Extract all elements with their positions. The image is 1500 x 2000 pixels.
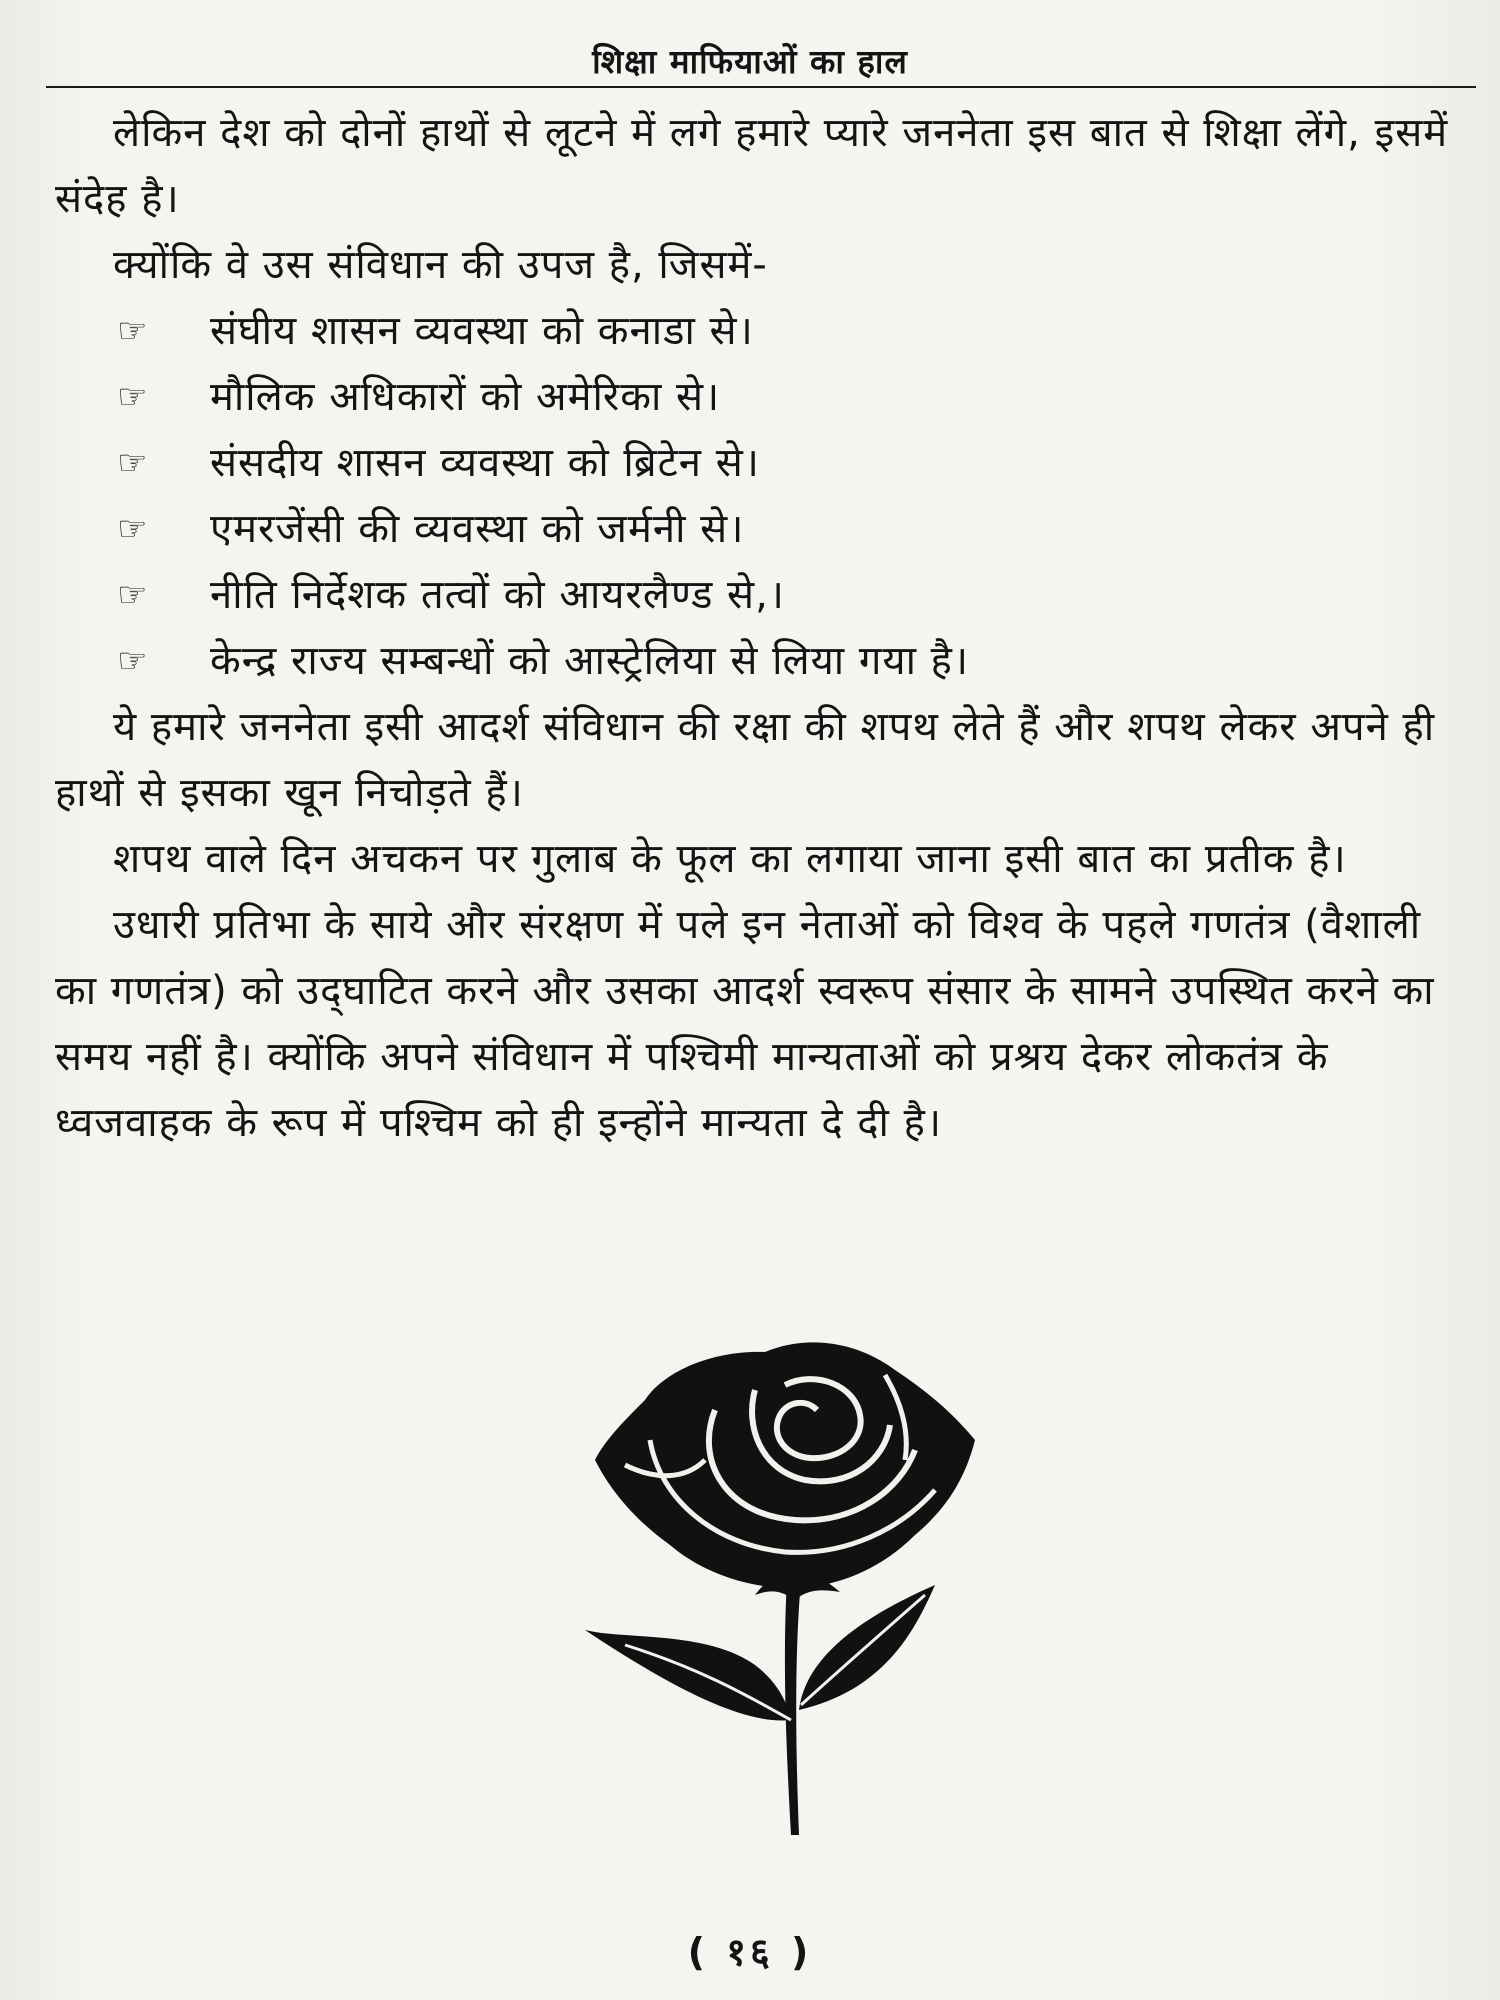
- paragraph-3: ये हमारे जननेता इसी आदर्श संविधान की रक्षा की शपथ लेते हैं और शपथ लेकर अपने ही हाथों से इसका खून निचोड़ते हैं।: [55, 704, 1436, 816]
- list-item-text: संघीय शासन व्यवस्था को कनाडा से।: [210, 308, 754, 354]
- list-item-text: नीति निर्देशक तत्वों को आयरलैण्ड से,।: [210, 572, 785, 618]
- list-item: [55, 628, 1475, 694]
- page-number: ( १६ ): [687, 1930, 813, 1974]
- bullet-list: [55, 298, 1475, 694]
- list-item: [55, 364, 1475, 430]
- pointing-hand-icon: ☞: [117, 575, 149, 615]
- list-item-text: संसदीय शासन व्यवस्था को ब्रिटेन से।: [210, 440, 760, 486]
- rose-icon: [555, 1330, 1005, 1840]
- header-rule: [46, 86, 1476, 88]
- paragraph-5: उधारी प्रतिभा के साये और संरक्षण में पले इन नेताओं को विश्व के पहले गणतंत्र (वैशाली का गणतंत्र) को उद्‌घाटित करने और उसका आदर्श स्वरूप संसार के सामने उपस्थित करने का समय नहीं है। क्योंकि अपने संविधान में पश्चिमी मान्यताओं को प्रश्रय देकर लोकतंत्र के ध्वजवाहक के रूप में पश्चिम को ही इन्होंने मान्यता दे दी है।: [55, 902, 1435, 1146]
- paragraph-4: शपथ वाले दिन अचकन पर गुलाब के फूल का लगाया जाना इसी बात का प्रतीक है।: [113, 836, 1347, 882]
- page-body: [55, 100, 1475, 1156]
- pointing-hand-icon: ☞: [117, 641, 149, 681]
- pointing-hand-icon: ☞: [117, 443, 149, 483]
- list-item-text: केन्द्र राज्य सम्बन्धों को आस्ट्रेलिया से लिया गया है।: [210, 638, 970, 684]
- pointing-hand-icon: ☞: [117, 311, 149, 351]
- list-item: [55, 496, 1475, 562]
- running-header: शिक्षा माफियाओं का हाल: [592, 42, 908, 81]
- list-item: [55, 298, 1475, 364]
- list-item: [55, 430, 1475, 496]
- list-item-text: एमरजेंसी की व्यवस्था को जर्मनी से।: [210, 506, 745, 552]
- pointing-hand-icon: ☞: [117, 377, 149, 417]
- paragraph-2: क्योंकि वे उस संविधान की उपज है, जिसमें-: [113, 242, 768, 288]
- list-item: [55, 562, 1475, 628]
- pointing-hand-icon: ☞: [117, 509, 149, 549]
- paragraph-1: लेकिन देश को दोनों हाथों से लूटने में लगे हमारे प्यारे जननेता इस बात से शिक्षा लेंगे, इसमें संदेह है।: [55, 110, 1449, 222]
- list-item-text: मौलिक अधिकारों को अमेरिका से।: [210, 374, 721, 420]
